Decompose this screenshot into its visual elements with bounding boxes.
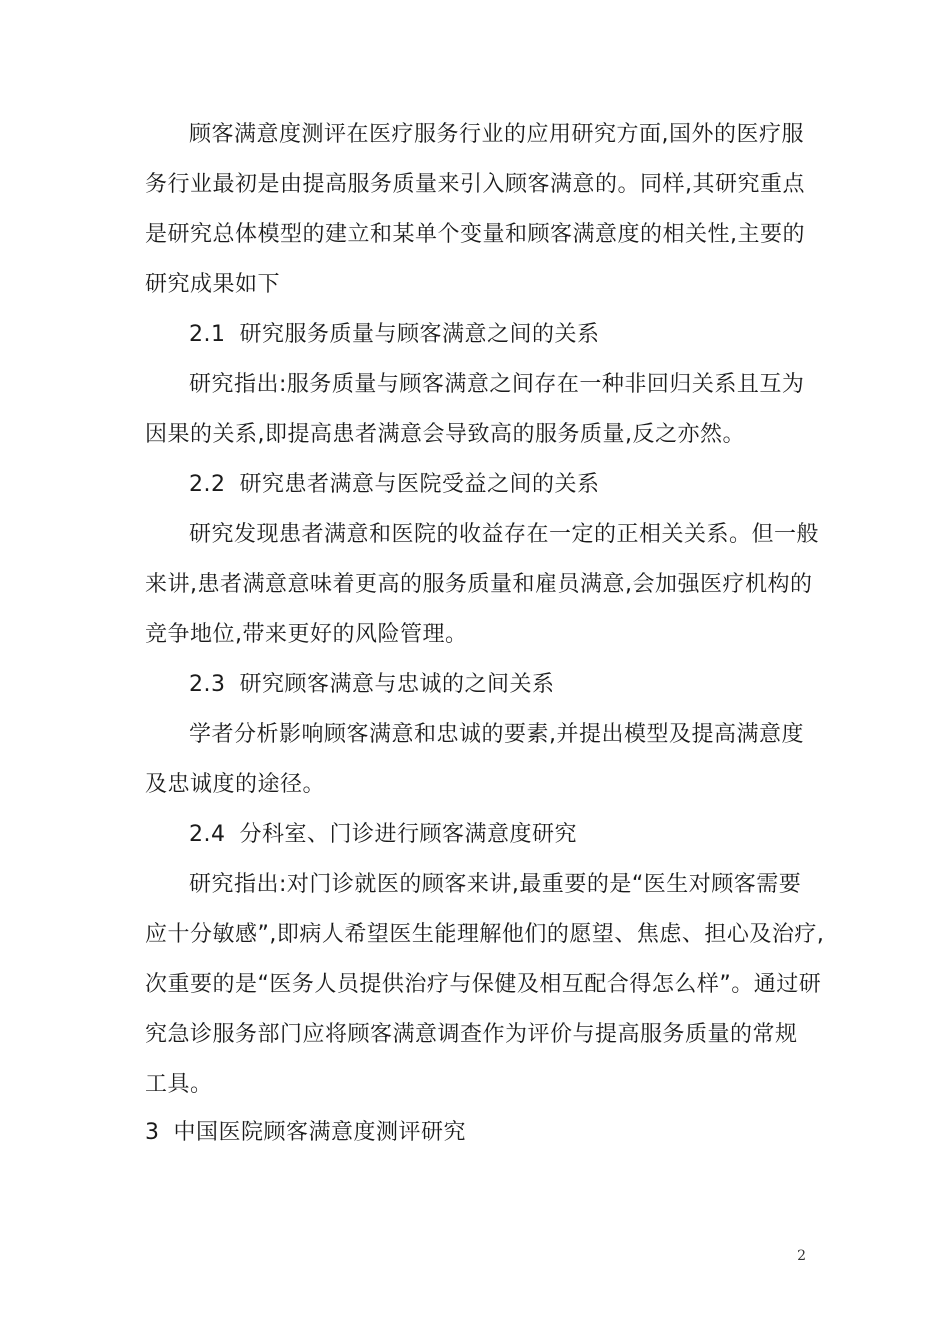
page-number: 2 <box>797 1248 806 1264</box>
section-number: 2.1 <box>189 322 226 347</box>
section-heading-2-3 <box>189 670 555 700</box>
section-heading-2-2 <box>189 470 600 500</box>
section-number: 2.2 <box>189 472 226 497</box>
section-number: 3 <box>145 1120 160 1145</box>
paragraph-line: 是研究总体模型的建立和某单个变量和顾客满意度的相关性,主要的 <box>145 222 805 247</box>
section-title: 研究服务质量与顾客满意之间的关系 <box>239 322 600 347</box>
paragraph-line: 究急诊服务部门应将顾客满意调查作为评价与提高服务质量的常规 <box>145 1022 798 1047</box>
paragraph-line: 次重要的是“医务人员提供治疗与保健及相互配合得怎么样”。通过研 <box>145 972 822 997</box>
paragraph-line: 研究指出:对门诊就医的顾客来讲,最重要的是“医生对顾客需要 <box>189 872 802 897</box>
section-heading-2-1 <box>189 320 600 350</box>
paragraph-line: 工具。 <box>145 1072 213 1097</box>
section-heading-3 <box>145 1118 466 1148</box>
paragraph-line: 顾客满意度测评在医疗服务行业的应用研究方面,国外的医疗服 <box>189 122 804 147</box>
section-title: 研究患者满意与医院受益之间的关系 <box>239 472 600 497</box>
section-title: 分科室、门诊进行顾客满意度研究 <box>239 822 578 847</box>
paragraph-line: 应十分敏感”,即病人希望医生能理解他们的愿望、焦虑、担心及治疗, <box>145 922 825 947</box>
paragraph-line: 研究指出:服务质量与顾客满意之间存在一种非回归关系且互为 <box>189 372 805 397</box>
paragraph-line: 及忠诚度的途径。 <box>145 772 326 797</box>
paragraph-line: 研究成果如下 <box>145 272 281 297</box>
paragraph-line: 务行业最初是由提高服务质量来引入顾客满意的。同样,其研究重点 <box>145 172 805 197</box>
section-title: 中国医院顾客满意度测评研究 <box>173 1120 467 1145</box>
paragraph-line: 学者分析影响顾客满意和忠诚的要素,并提出模型及提高满意度 <box>189 722 804 747</box>
section-number: 2.4 <box>189 822 226 847</box>
paragraph-line: 因果的关系,即提高患者满意会导致高的服务质量,反之亦然。 <box>145 422 745 447</box>
paragraph-line: 研究发现患者满意和医院的收益存在一定的正相关关系。但一般 <box>189 522 820 547</box>
paragraph-line: 竞争地位,带来更好的风险管理。 <box>145 622 468 647</box>
section-heading-2-4 <box>189 820 577 850</box>
section-number: 2.3 <box>189 672 226 697</box>
section-title: 研究顾客满意与忠诚的之间关系 <box>239 672 555 697</box>
paragraph-line: 来讲,患者满意意味着更高的服务质量和雇员满意,会加强医疗机构的 <box>145 572 813 597</box>
